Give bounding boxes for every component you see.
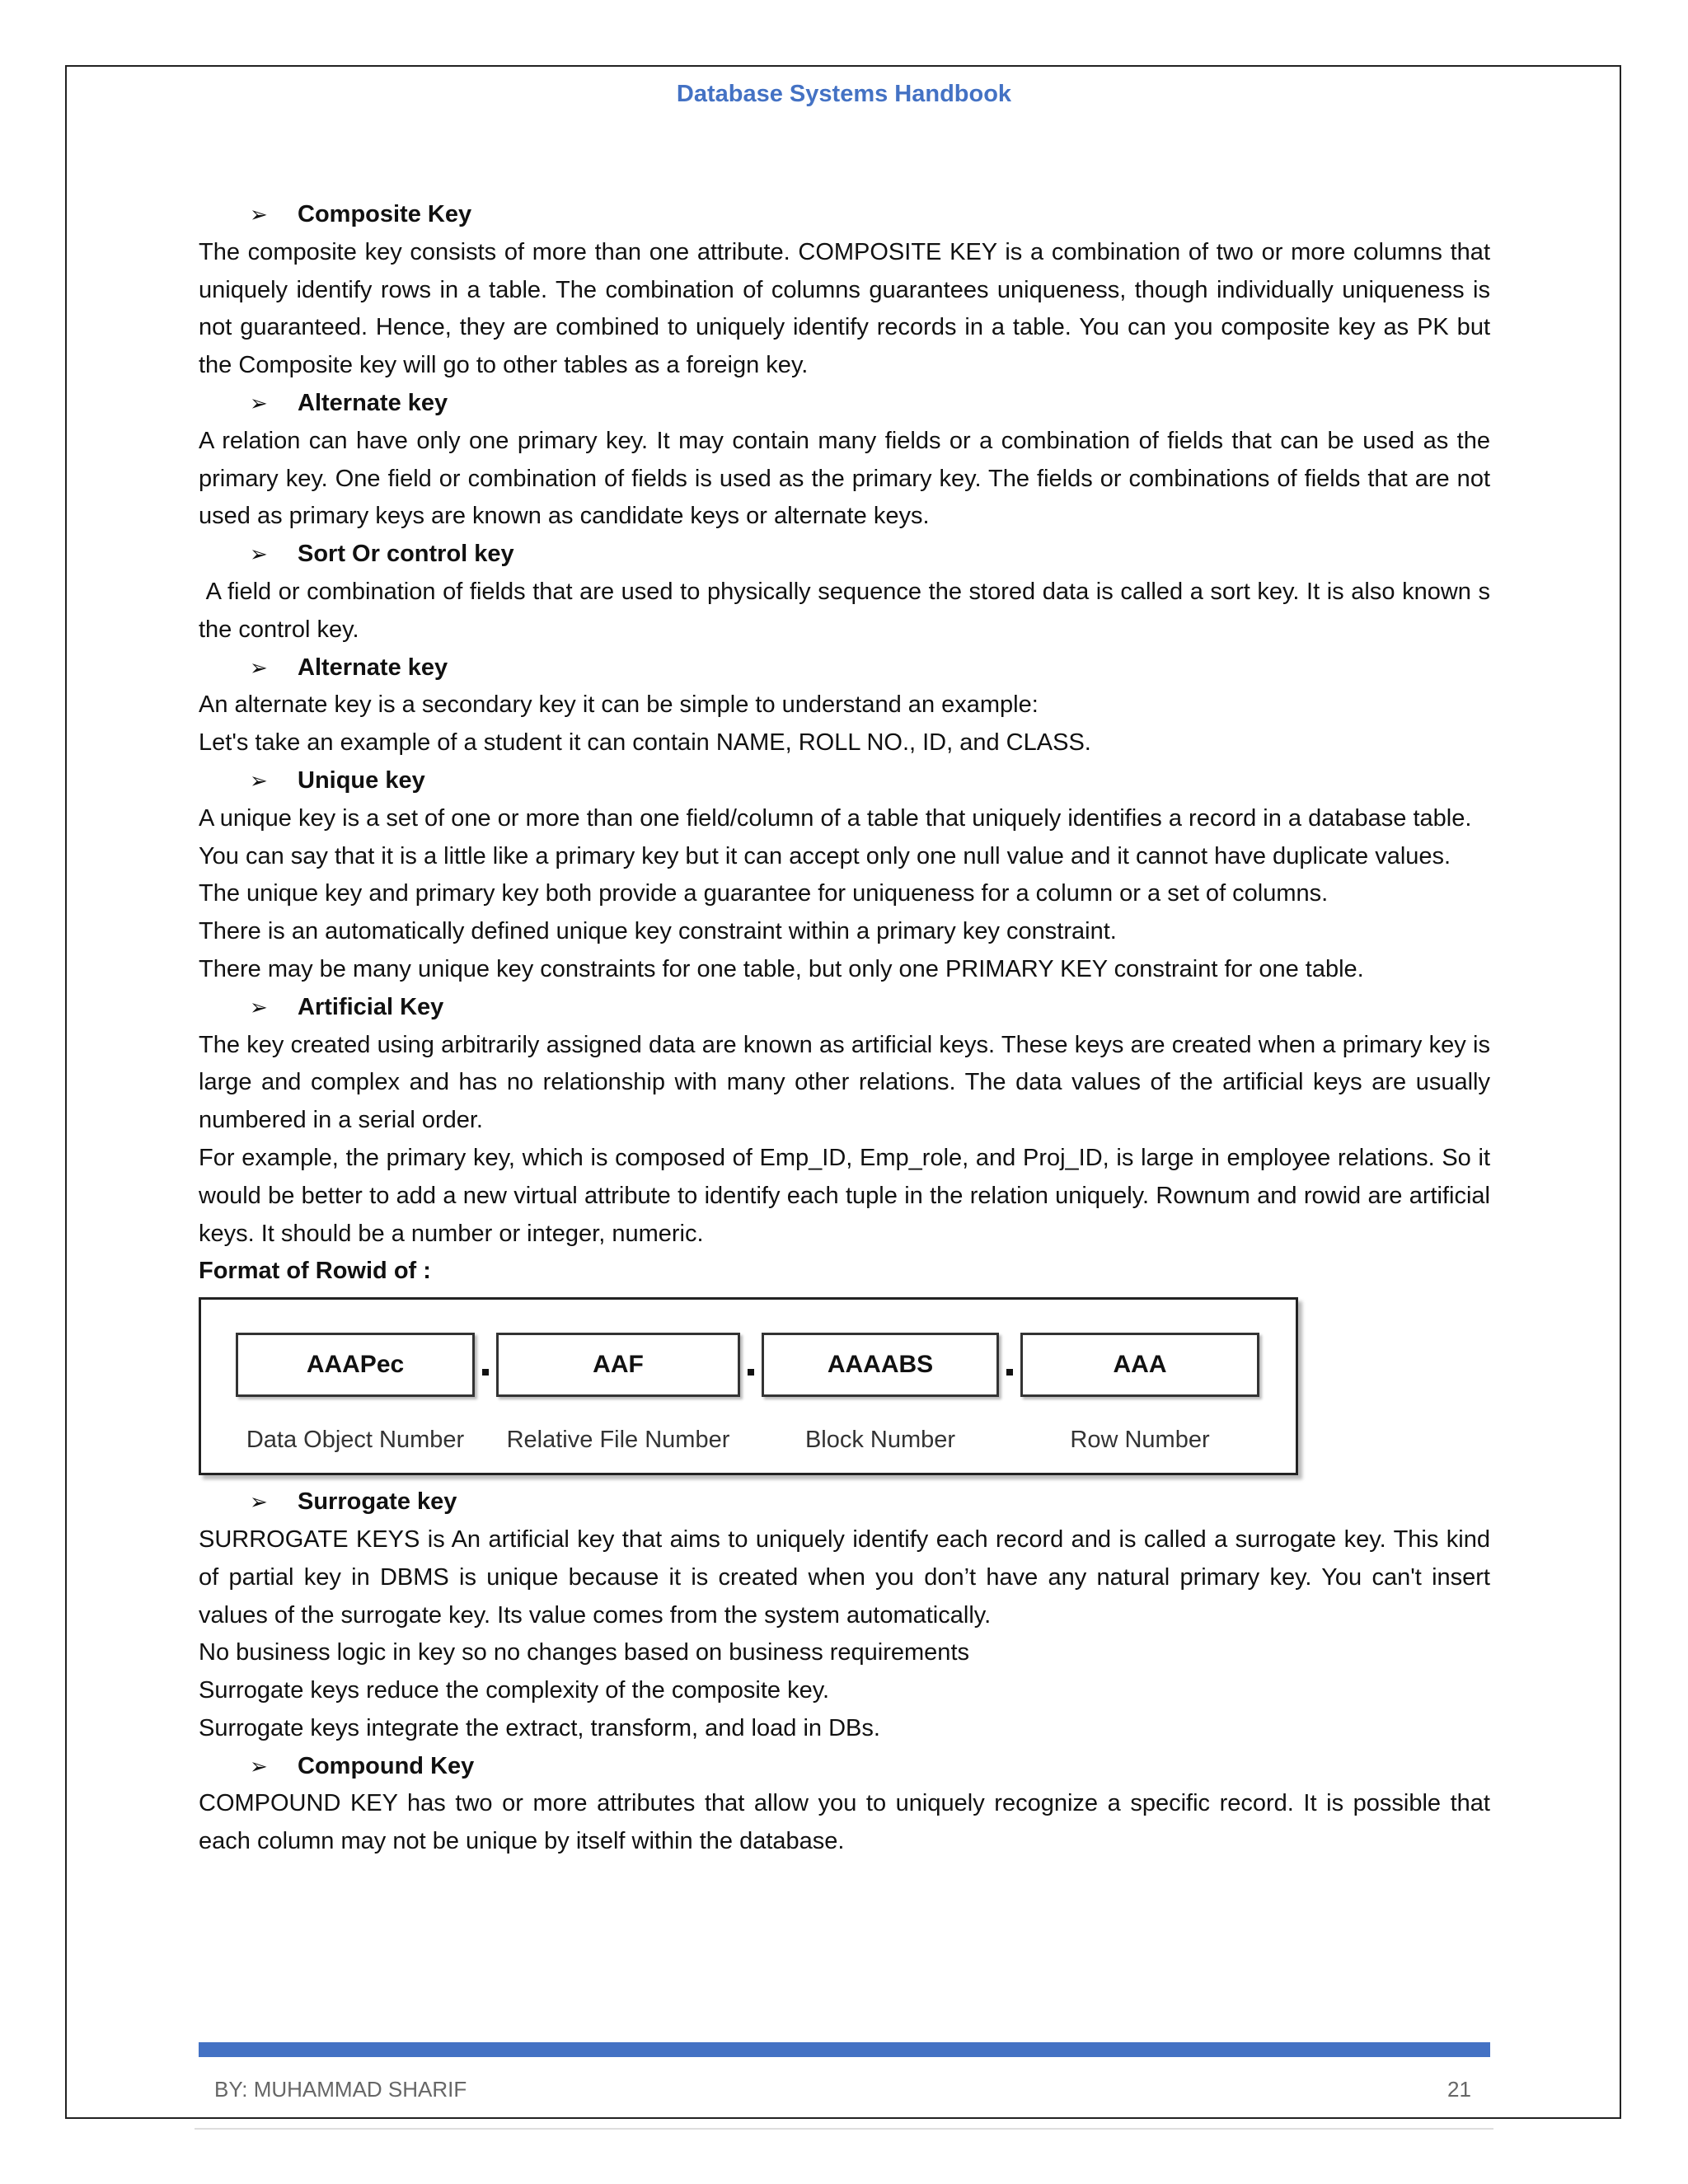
separator-dot [748,1369,754,1376]
rowid-segment: AAAPec [236,1333,475,1397]
arrow-bullet-icon: ➢ [250,994,268,1019]
paragraph: A unique key is a set of one or more than one field/column of a table that uniquely identifies a record in a database table. [199,804,1472,832]
heading-compound-key [199,1748,1490,1786]
heading-text: Alternate key [298,389,448,416]
footer-accent-bar [199,2042,1490,2057]
paragraph: COMPOUND KEY has two or more attributes that allow you to uniquely recognize a specific record. It is possible that each column may not be unique by itself within the database. [199,1790,1490,1855]
paragraph: A field or combination of fields that are used to physically sequence the stored data is called a sort key. It is also known s the control key. [199,578,1498,643]
arrow-bullet-icon: ➢ [250,202,268,227]
paragraph: No business logic in key so no changes based on business requirements [199,1639,969,1666]
arrow-bullet-icon: ➢ [250,654,268,680]
paragraph: An alternate key is a secondary key it can be simple to understand an example: [199,691,1039,719]
paragraph: For example, the primary key, which is composed of Emp_ID, Emp_role, and Proj_ID, is large in employee relations. So it would be better to add a new virtual attribute to identify each tuple in the relation uniquely. Rownum and rowid are artificial keys. It should be a number or integer, numeric. [199,1144,1490,1247]
heading-text: Surrogate key [298,1488,457,1516]
heading-text: Compound Key [298,1752,475,1779]
rowid-segment-label: Block Number [804,1427,956,1454]
heading-text: Composite Key [298,201,472,227]
paragraph: SURROGATE KEYS is An artificial key that aims to uniquely identify each record and is called a surrogate key. This kind of partial key in DBMS is unique because it is created when you don’t have any natural primary key. You can't insert values of the surrogate key. Its value comes from the system automatically. [199,1526,1490,1629]
paragraph: Let's take an example of a student it can contain NAME, ROLL NO., ID, and CLASS. [199,729,1091,757]
rowid-segment-label: Row Number [1070,1427,1210,1454]
paragraph: The key created using arbitrarily assigned data are known as artificial keys. These keys are created when a primary key is large and complex and has no relationship with many other relations. The data values of the artificial keys are usually numbered in a serial order. [199,1031,1490,1134]
rowid-segment: AAA [1020,1333,1259,1397]
rowid-segment: AAAABS [762,1333,999,1397]
paragraph: A relation can have only one primary key. It may contain many fields or a combination of fields that can be used as the primary key. One field or combination of fields is used as the primary key. The fields or combinations of fields that are not used as primary keys are known as candidate keys or alternate keys. [199,427,1490,530]
heading-surrogate-key [199,1483,1490,1521]
heading-text: Alternate key [298,654,448,681]
arrow-bullet-icon: ➢ [250,541,268,567]
arrow-bullet-icon: ➢ [250,767,268,793]
rowid-segment-label: Data Object Number [246,1427,465,1454]
heading-sort-key [199,536,1490,574]
paragraph: The unique key and primary key both provide a guarantee for uniqueness for a column or a set of columns. [199,880,1329,907]
page-content [199,196,1498,1861]
paragraph: Surrogate keys integrate the extract, transform, and load in DBs. [199,1714,880,1741]
page-number: 21 [1447,2077,1471,2102]
heading-text: Unique key [298,766,425,794]
paragraph: The composite key consists of more than one attribute. COMPOSITE KEY is a combination of two or more columns that uniquely identify rows in a table. The combination of columns guarantees uniqueness, though individually uniqueness is not guaranteed. Hence, they are combined to uniquely identify records in a table. You can you composite key as PK but the Composite key will go to other tables as a foreign key. [199,238,1490,379]
arrow-bullet-icon: ➢ [250,390,268,415]
arrow-bullet-icon: ➢ [250,1489,268,1515]
separator-dot [1006,1369,1013,1376]
paragraph: Surrogate keys reduce the complexity of the composite key. [199,1677,830,1704]
rowid-format-diagram [199,1297,1298,1475]
page-header-title: Database Systems Handbook [676,81,1012,107]
heading-unique-key [199,762,1490,800]
rowid-segment: AAF [496,1333,740,1397]
paragraph: There is an automatically defined unique key constraint within a primary key constraint. [199,918,1117,945]
bottom-divider [195,2128,1493,2130]
heading-composite-key [199,196,1490,234]
heading-alternate-key-2 [199,649,1490,687]
heading-artificial-key [199,989,1490,1027]
heading-alternate-key [199,385,1490,423]
rowid-format-label: Format of Rowid of : [199,1258,431,1285]
paragraph: You can say that it is a little like a primary key but it can accept only one null value and it cannot have duplicate values. [199,842,1451,869]
paragraph: There may be many unique key constraints for one table, but only one PRIMARY KEY constraint for one table. [199,955,1364,982]
heading-text: Sort Or control key [298,541,514,568]
separator-dot [482,1369,489,1376]
rowid-segment-label: Relative File Number [506,1427,730,1454]
footer-author: BY: MUHAMMAD SHARIF [214,2077,467,2102]
arrow-bullet-icon: ➢ [250,1753,268,1779]
heading-text: Artificial Key [298,993,444,1020]
